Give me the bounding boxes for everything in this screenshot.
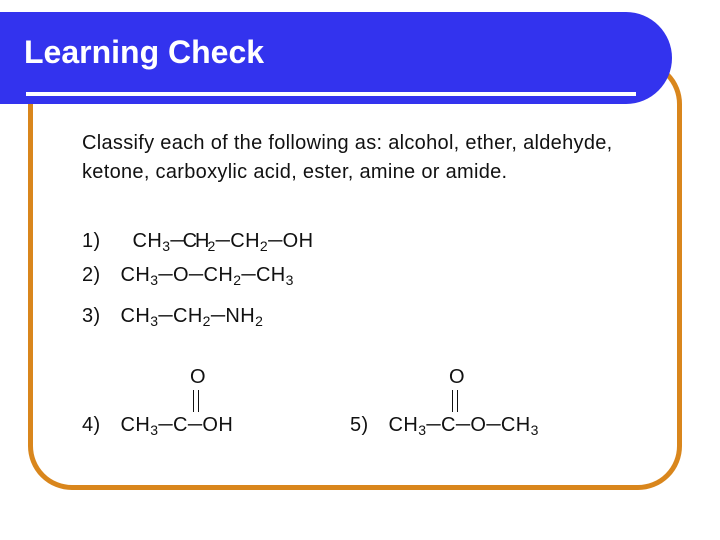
formula-subscript: 2 [255,313,264,329]
instructions-text: Classify each of the following as: alcohol, ether, aldehyde, ketone, carboxylic acid, ester, amine or amide. [82,132,613,183]
item-number: 5) [350,414,369,436]
item-3 [82,305,263,328]
item-number: 4) [82,414,101,436]
item-1 [82,230,313,253]
formula-part: CH [120,264,151,286]
formula-subscript: 3 [530,422,539,438]
carbonyl-oxygen: O [449,366,465,388]
formula-subscript: 3 [285,272,294,288]
slide-title: Learning Check [24,34,265,70]
item-number: 3) [82,305,101,327]
formula-subscript: 3 [150,313,159,329]
formula-part: ─C─O─CH [426,414,531,436]
formula-part: CH [120,414,151,436]
formula-part: ─CH [215,230,260,252]
formula-part: ─OH [268,230,314,252]
double-bond [193,390,199,412]
formula-subscript: 3 [150,422,159,438]
formula-subscript: 3 [162,238,171,254]
formula-part: CH [120,305,151,327]
formula-subscript: 2 [202,313,211,329]
formula-part: CH [132,230,163,252]
item-2 [82,264,294,287]
double-bond [452,390,458,412]
formula-part: CH [388,414,419,436]
item-number: 2) [82,264,101,286]
formula-part: ─NH [210,305,256,327]
formula-subscript: 3 [150,272,159,288]
formula-part: ─C─OH [158,414,234,436]
formula-part: ─CH [158,305,203,327]
item-4 [82,414,233,437]
formula-subscript: 3 [418,422,427,438]
formula-part: ─CH [170,230,208,252]
formula-subscript: 2 [259,238,269,254]
formula-subscript: 2 [233,272,242,288]
item-5 [350,414,539,437]
formula-subscript: 2 [207,238,216,254]
formula-part: ─O─CH [158,264,234,286]
carbonyl-oxygen: O [190,366,206,388]
item-number: 1) [82,230,101,252]
formula-part: ─CH [241,264,286,286]
